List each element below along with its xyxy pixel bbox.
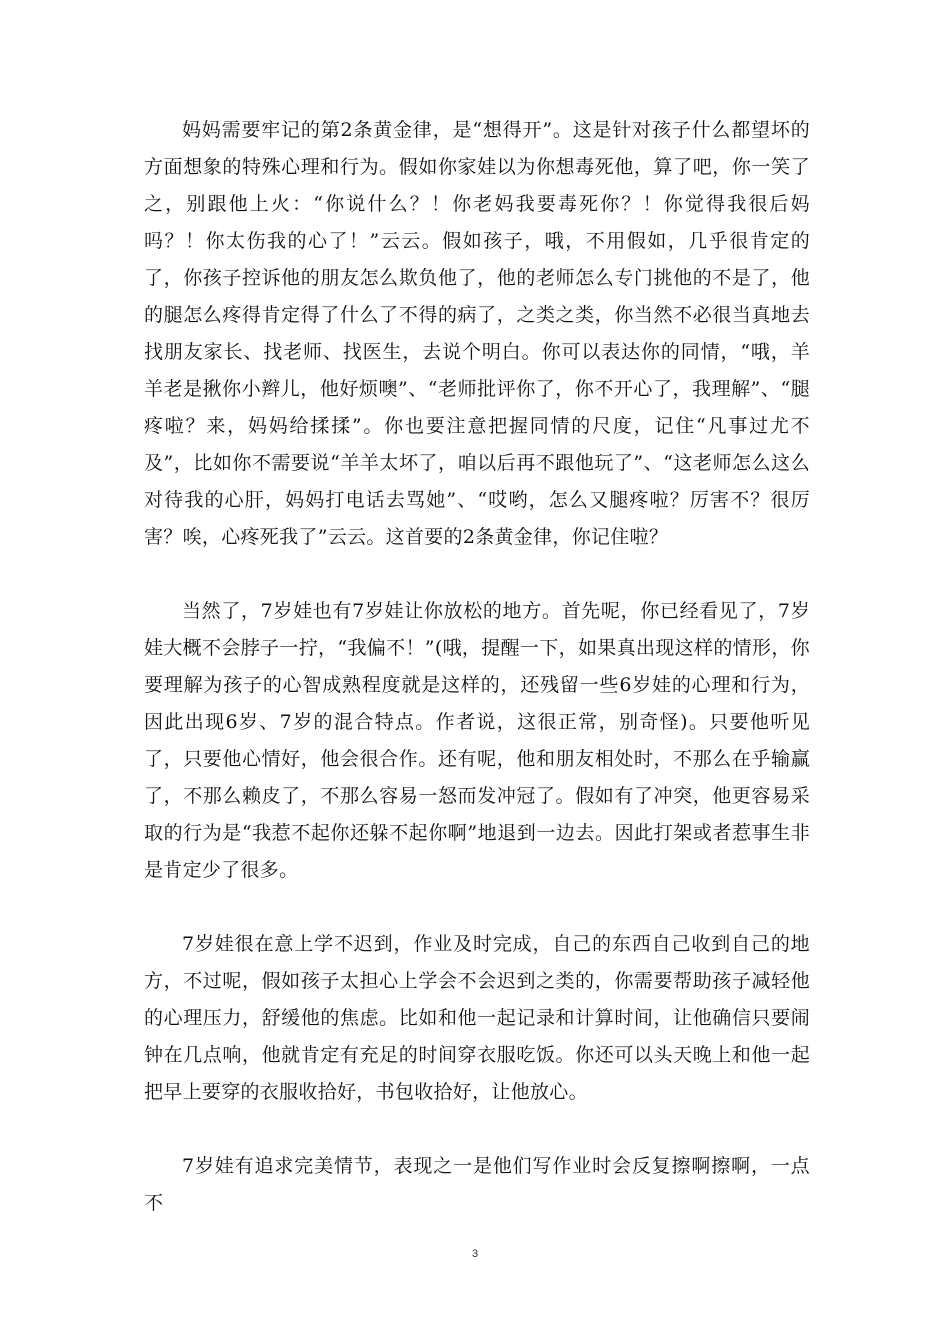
- paragraph-2: 当然了，7岁娃也有7岁娃让你放松的地方。首先呢，你已经看见了，7岁娃大概不会脖子一拧，“我偏不！”(哦，提醒一下，如果真出现这样的情形，你要理解为孩子的心智成熟程度就是这样的，还残留一些6岁娃的心理和行为，因此出现6岁、7岁的混合特点。作者说，这很正常，别奇怪)。只要他听见了，只要他心情好，他会很合作。还有呢，他和朋友相处时，不那么在乎输赢了，不那么赖皮了，不那么容易一怒而发冲冠了。假如有了冲突，他更容易采取的行为是“我惹不起你还躲不起你啊”地退到一边去。因此打架或者惹事生非是肯定少了很多。: [144, 600, 810, 881]
- paragraph-1: 妈妈需要牢记的第2条黄金律，是“想得开”。这是针对孩子什么都望坏的方面想象的特殊心理和行为。假如你家娃以为你想毒死他，算了吧，你一笑了之，别跟他上火：“你说什么？！你老妈我要毒死你？！你觉得我很后妈吗？！你太伤我的心了！”云云。假如孩子，哦，不用假如，几乎很肯定的了，你孩子控诉他的朋友怎么欺负他了，他的老师怎么专门挑他的不是了，他的腿怎么疼得肯定得了什么了不得的病了，之类之类，你当然不必很当真地去找朋友家长、找老师、找医生，去说个明白。你可以表达你的同情，“哦，羊羊老是揪你小辫儿，他好烦噢”、“老师批评你了，你不开心了，我理解”、“腿疼啦？来，妈妈给揉揉”。你也要注意把握同情的尺度，记住“凡事过尤不及”，比如你不需要说“羊羊太坏了，咱以后再不跟他玩了”、“这老师怎么这么对待我的心肝，妈妈打电话去骂她”、“哎哟，怎么又腿疼啦？厉害不？很厉害？唉，心疼死我了”云云。这首要的2条黄金律，你记住啦？: [144, 119, 810, 548]
- paragraph-3: 7岁娃很在意上学不迟到，作业及时完成，自己的东西自己收到自己的地方，不过呢，假如孩子太担心上学会不会迟到之类的，你需要帮助孩子减轻他的心理压力，舒缓他的焦虑。比如和他一起记录和计算时间，让他确信只要闹钟在几点响，他就肯定有充足的时间穿衣服吃饭。你还可以头天晚上和他一起把早上要穿的衣服收拾好，书包收拾好，让他放心。: [144, 933, 810, 1103]
- paragraph-4: 7岁娃有追求完美情节，表现之一是他们写作业时会反复擦啊擦啊，一点不: [144, 1155, 810, 1214]
- paragraph-spacer: [144, 1111, 810, 1148]
- document-body: [144, 112, 810, 1222]
- paragraph-spacer: [144, 556, 810, 593]
- page-number: 3: [471, 1248, 479, 1260]
- paragraph-spacer: [144, 889, 810, 926]
